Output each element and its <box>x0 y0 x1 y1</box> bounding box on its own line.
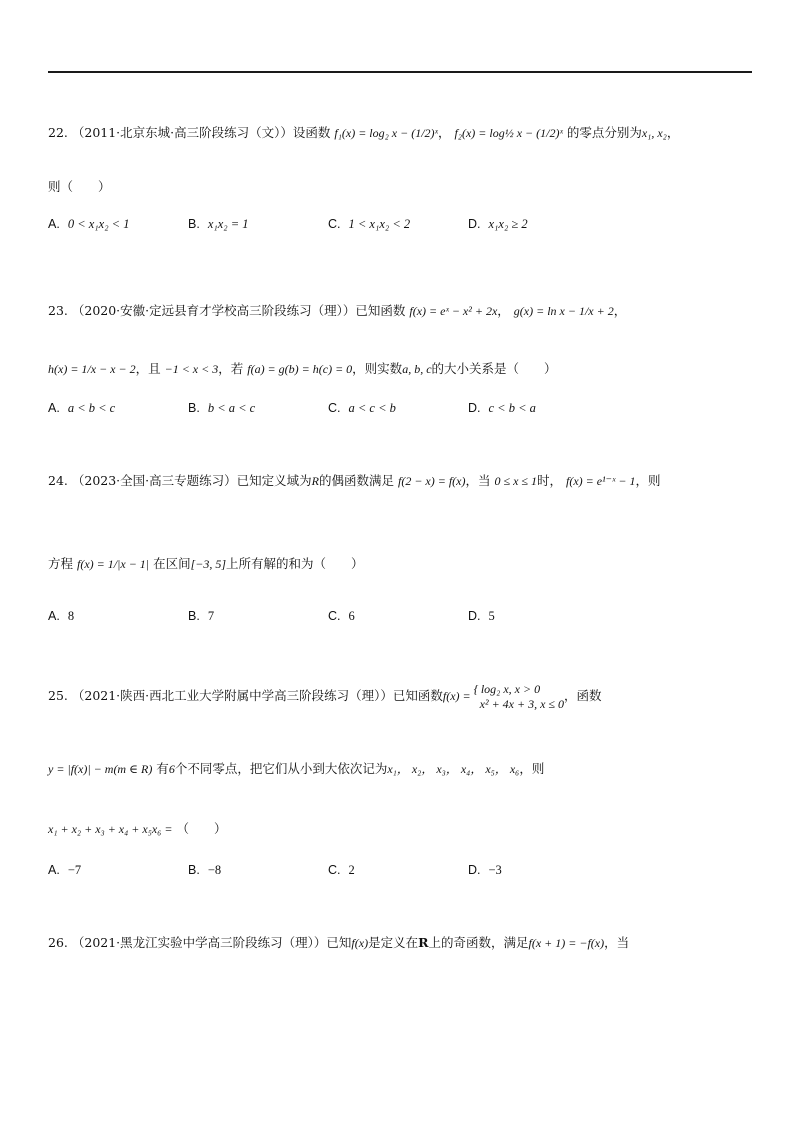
option-a[interactable]: A. a < b < c <box>48 401 116 415</box>
question-22-stem: 22. （2011·北京东城·高三阶段练习（文））设函数 f₁(x) = log₂ x − (1/2)ˣ， f₂(x) = log½ x − (1/2)ˣ 的零点分别为x₁, x₂， <box>48 125 680 140</box>
formula-eq: f(a) = g(b) = h(c) = 0 <box>247 362 353 376</box>
stem-text: ，且 <box>135 361 161 376</box>
question-source: （2021·陕西·西北工业大学附属中学高三阶段练习（理））已知函数 <box>71 688 443 703</box>
question-24-options <box>48 608 752 626</box>
formula-h: h(x) = 1/x − x − 2 <box>48 362 136 376</box>
stem-text: ，若 <box>218 361 244 376</box>
question-23-line2 <box>48 360 752 378</box>
question-number: 25. <box>48 688 68 703</box>
stem-text: 是定义在 <box>368 935 419 950</box>
formula-f: f(x) = eˣ − x² + 2x <box>409 304 498 318</box>
formula-abc: a, b, c <box>402 362 432 376</box>
option-d[interactable]: D. 5 <box>468 609 495 623</box>
option-c[interactable]: C. 2 <box>328 863 355 877</box>
formula-f2: f₂(x) = log½ x − (1/2)ˣ <box>454 126 563 140</box>
stem-text: 的零点分别为 <box>566 125 642 140</box>
stem-text: 有 <box>156 761 169 776</box>
stem-text: ，则 <box>519 761 545 776</box>
option-c[interactable]: C. 6 <box>328 609 355 623</box>
formula-R: R <box>311 474 319 488</box>
formula-cond: 0 ≤ x ≤ 1 <box>494 474 537 488</box>
option-b[interactable]: B. 7 <box>188 609 215 623</box>
question-22-then: 则（ ） <box>48 179 111 194</box>
stem-text: 在区间 <box>153 556 191 571</box>
option-c[interactable]: C. 1 < x₁x₂ < 2 <box>328 217 411 231</box>
formula-g: g(x) = ln x − 1/x + 2 <box>513 304 614 318</box>
option-b[interactable]: B. −8 <box>188 863 222 877</box>
formula-interval: [−3, 5] <box>190 557 227 571</box>
question-source: （2020·安徽·定远县育才学校高三阶段练习（理））已知函数 <box>71 303 406 318</box>
stem-text: ，则实数 <box>352 361 403 376</box>
formula-cond: −1 < x < 3 <box>164 362 219 376</box>
formula-eq1: f(2 − x) = f(x) <box>397 474 466 488</box>
option-d[interactable]: D. x₁x₂ ≥ 2 <box>468 217 528 231</box>
option-d[interactable]: D. c < b < a <box>468 401 536 415</box>
question-number: 26. <box>48 935 68 950</box>
formula-eq2: f(x) = e¹⁻ˣ − 1 <box>565 474 636 488</box>
formula-xs: x₁， x₂， x₃， x₄， x₅， x₆ <box>387 762 520 776</box>
stem-text: 的偶函数满足 <box>318 473 394 488</box>
question-number: 24. <box>48 473 68 488</box>
option-b[interactable]: B. b < a < c <box>188 401 256 415</box>
question-source: （2023·全国·高三专题练习）已知定义域为 <box>71 473 312 488</box>
question-source: （2021·黑龙江实验中学高三阶段练习（理））已知 <box>71 935 352 950</box>
stem-text: ，则 <box>635 473 661 488</box>
question-23-stem: 23. （2020·安徽·定远县育才学校高三阶段练习（理））已知函数 f(x) = eˣ − x² + 2x， g(x) = ln x − 1/x + 2， <box>48 303 627 318</box>
question-25-line2 <box>48 760 752 778</box>
option-b[interactable]: B. x₁x₂ = 1 <box>188 217 249 231</box>
question-22-options <box>48 216 752 234</box>
header-rule <box>48 71 752 73</box>
question-25-stem <box>48 680 752 712</box>
question-23-options <box>48 400 752 418</box>
stem-text: 的大小关系是（ ） <box>431 361 557 376</box>
option-c[interactable]: C. a < c < b <box>328 401 396 415</box>
formula-eq3: f(x) = 1/|x − 1| <box>77 557 150 571</box>
stem-text: 方程 <box>48 556 74 571</box>
formula-fx: f(x) <box>351 936 369 950</box>
stem-text: 上的奇函数，满足 <box>428 935 529 950</box>
option-d[interactable]: D. −3 <box>468 863 502 877</box>
question-24-stem <box>48 472 752 490</box>
question-24-line2 <box>48 555 752 573</box>
formula-sum: x₁ + x₂ + x₃ + x₄ + x₅x₆ = <box>48 822 173 836</box>
stem-text: 时， <box>536 473 562 488</box>
stem-text: 个不同零点，把它们从小到大依次记为 <box>174 761 388 776</box>
option-a[interactable]: A. 0 < x₁x₂ < 1 <box>48 217 130 231</box>
formula-fx: f(x) = <box>442 689 474 703</box>
stem-text: ，当 <box>465 473 491 488</box>
formula-f1: f₁(x) = log₂ x − (1/2)ˣ <box>334 126 438 140</box>
question-25-line3 <box>48 820 752 838</box>
option-a[interactable]: A. −7 <box>48 863 82 877</box>
stem-text: ，当 <box>604 935 630 950</box>
answer-blank: （ ） <box>176 821 227 836</box>
question-number: 23. <box>48 303 68 318</box>
piecewise-function: { log₂ x, x > 0 x² + 4x + 3, x ≤ 0 <box>473 681 564 711</box>
stem-text: 上所有解的和为（ ） <box>226 556 364 571</box>
stem-text: ，函数 <box>564 688 602 703</box>
formula-vars: x₁, x₂ <box>641 126 667 140</box>
option-a[interactable]: A. 8 <box>48 609 75 623</box>
formula-y: y = |f(x)| − m(m ∈ R) <box>48 762 153 776</box>
question-25-options <box>48 862 752 880</box>
question-source: （2011·北京东城·高三阶段练习（文））设函数 <box>71 125 331 140</box>
question-number: 22. <box>48 125 68 140</box>
formula-six: 6 <box>168 762 175 776</box>
formula-eq: f(x + 1) = −f(x) <box>528 936 605 950</box>
formula-R: R <box>418 935 429 950</box>
question-26-stem <box>48 934 752 952</box>
